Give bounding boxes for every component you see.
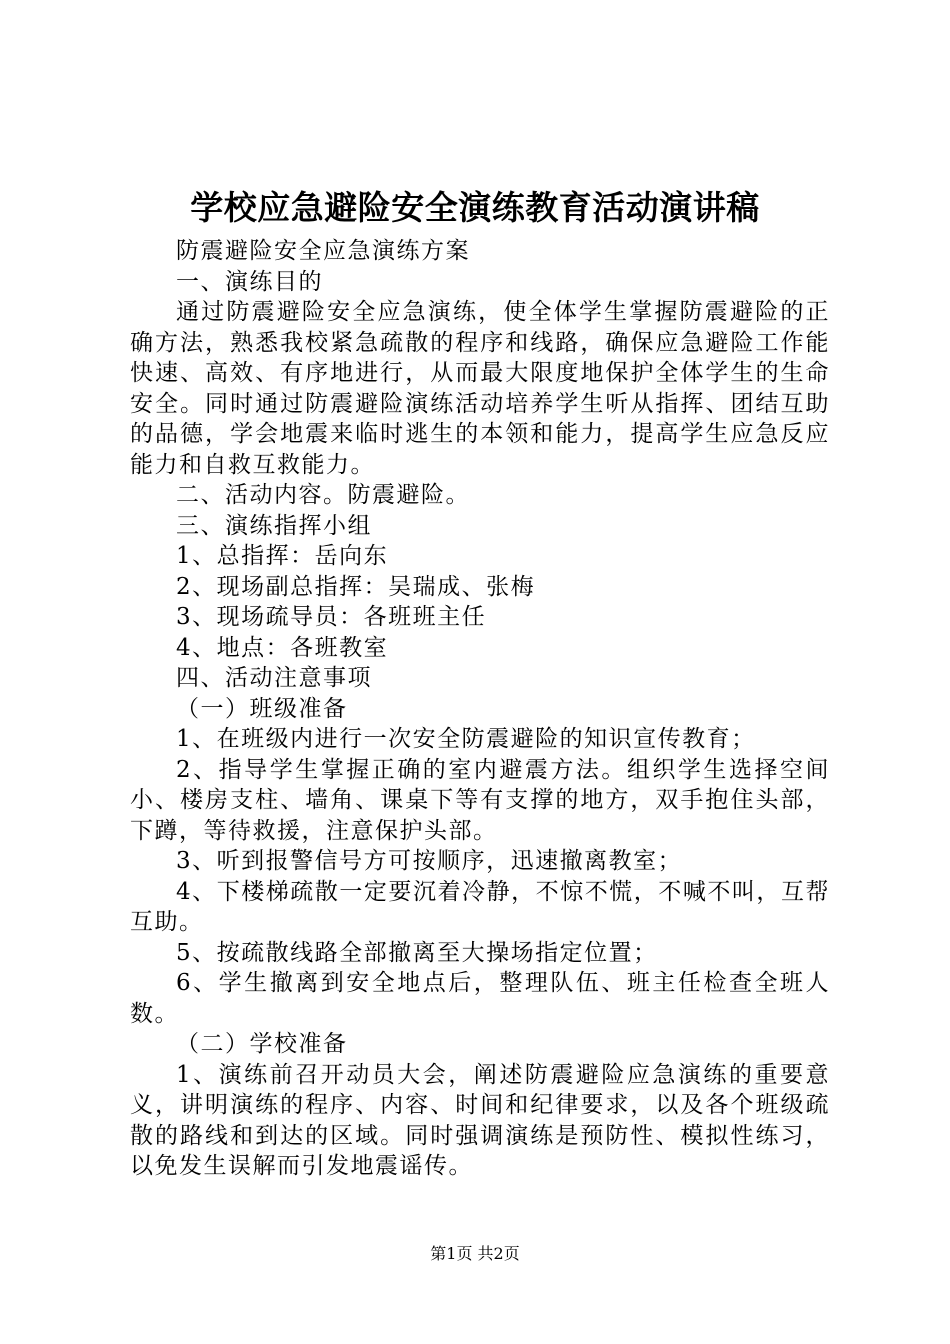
paragraph: 通过防震避险安全应急演练，使全体学生掌握防震避险的正确方法，熟悉我校紧急疏散的程序和线路，确保应急避险工作能快速、高效、有序地进行，从而最大限度地保护全体学生的生命安全。同时通过防震避险演练活动培养学生听从指挥、团结互助的品德，学会地震来临时逃生的本领和能力，提高学生应急反应能力和自救互救能力。 [130, 299, 830, 478]
paragraph: 4、下楼梯疏散一定要沉着冷静，不惊不慌，不喊不叫，互帮互助。 [130, 878, 830, 935]
paragraph: 6、学生撤离到安全地点后，整理队伍、班主任检查全班人数。 [130, 970, 830, 1027]
paragraph: 2、指导学生掌握正确的室内避震方法。组织学生选择空间小、楼房支柱、墙角、课桌下等有支撑的地方，双手抱住头部，下蹲，等待救援，注意保护头部。 [130, 756, 830, 844]
document-title: 学校应急避险安全演练教育活动演讲稿 [190, 188, 760, 227]
document-body [130, 236, 830, 1182]
paragraph: 1、在班级内进行一次安全防震避险的知识宣传教育； [176, 726, 756, 752]
paragraph: 三、演练指挥小组 [176, 512, 372, 539]
paragraph: 3、听到报警信号方可按顺序，迅速撤离教室； [176, 848, 683, 874]
paragraph: （二）学校准备 [176, 1031, 348, 1057]
paragraph: 5、按疏散线路全部撤离至大操场指定位置； [176, 939, 658, 966]
page-footer: 第1页 共2页 [430, 1244, 520, 1263]
paragraph: 2、现场副总指挥：吴瑞成、张梅 [176, 573, 536, 600]
paragraph: （一）班级准备 [176, 695, 348, 722]
paragraph: 1、总指挥：岳向东 [176, 543, 389, 569]
paragraph: 1、演练前召开动员大会，阐述防震避险应急演练的重要意义，讲明演练的程序、内容、时间和纪律要求，以及各个班级疏散的路线和到达的区域。同时强调演练是预防性、模拟性练习，以免发生误解而引发地震谣传。 [130, 1061, 830, 1179]
paragraph: 二、活动内容。防震避险。 [176, 482, 470, 508]
paragraph: 防震避险安全应急演练方案 [176, 238, 470, 264]
paragraph: 四、活动注意事项 [176, 665, 372, 691]
paragraph: 3、现场疏导员：各班班主任 [176, 604, 487, 630]
paragraph: 一、演练目的 [176, 268, 323, 295]
paragraph: 4、地点：各班教室 [176, 634, 389, 661]
